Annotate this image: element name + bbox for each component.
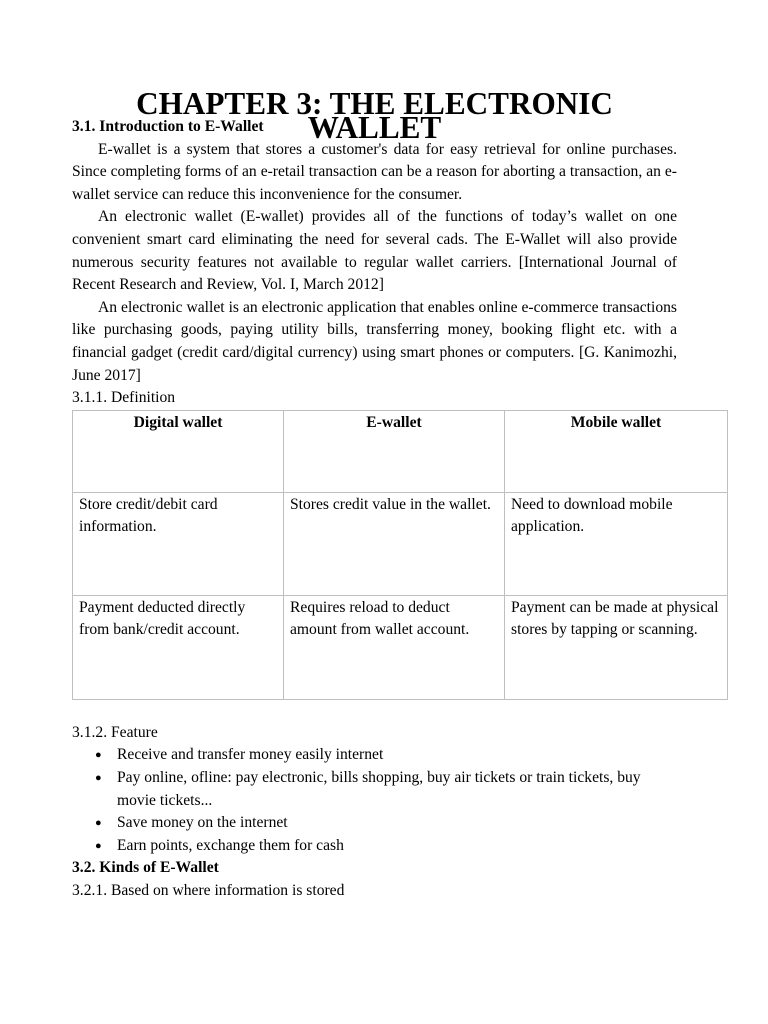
bullet-icon: ● [95, 839, 102, 852]
list-item-text: Save money on the internet [117, 814, 288, 832]
spacer [72, 700, 677, 722]
table-cell: Store credit/debit card information. [73, 492, 284, 595]
bullet-icon: ● [95, 817, 102, 830]
table-cell: Stores credit value in the wallet. [284, 492, 505, 595]
header-digital-wallet: Digital wallet [73, 410, 284, 492]
section-3-2-1-heading: 3.2.1. Based on where information is stored [72, 881, 345, 899]
feature-heading: 3.1.2. Feature [72, 723, 158, 741]
list-item [72, 767, 677, 812]
list-item-text: Pay online, ofline: pay electronic, bills shopping, buy air tickets or train tickets, buy movie tickets... [117, 768, 641, 809]
definition-table-header-row [73, 410, 728, 492]
bullet-icon: ● [95, 771, 102, 784]
table-cell: Payment deducted directly from bank/credit account. [73, 595, 284, 699]
table-cell: Need to download mobile application. [505, 492, 728, 595]
table-row [73, 595, 728, 699]
intro-paragraph-2: An electronic wallet (E-wallet) provides all of the functions of today’s wallet on one convenient smart card eliminating the need for several cads. The E-Wallet will also provide numerous security features not available to regular wallet carriers. [International Journal of Recent Research and Review, Vol. I, March 2012] [72, 208, 677, 294]
table-cell: Requires reload to deduct amount from wallet account. [284, 595, 505, 699]
list-item-text: Earn points, exchange them for cash [117, 836, 344, 854]
table-row [73, 492, 728, 595]
definition-table [72, 410, 728, 700]
section-3-1-heading: 3.1. Introduction to E-Wallet [72, 118, 264, 135]
list-item [72, 744, 677, 767]
header-e-wallet: E-wallet [284, 410, 505, 492]
section-3-2-heading: 3.2. Kinds of E-Wallet [72, 859, 219, 877]
bullet-icon: ● [95, 749, 102, 762]
list-item [72, 835, 677, 858]
header-mobile-wallet: Mobile wallet [505, 410, 728, 492]
list-item-text: Receive and transfer money easily internet [117, 746, 384, 764]
table-cell: Payment can be made at physical stores by tapping or scanning. [505, 595, 728, 699]
feature-list [72, 744, 677, 857]
chapter-title: CHAPTER 3: THE ELECTRONIC WALLET [136, 86, 613, 145]
definition-heading: 3.1.1. Definition [72, 389, 176, 407]
intro-paragraph-1: E-wallet is a system that stores a customer's data for easy retrieval for online purchases. Since completing forms of an e-retail transaction can be a reason for aborting a transaction, an e-wallet service can reduce this inconvenience for the consumer. [72, 140, 677, 203]
list-item [72, 812, 677, 835]
document-page [72, 86, 719, 902]
intro-paragraph-3: An electronic wallet is an electronic application that enables online e-commerce transactions like purchasing goods, paying utility bills, transferring money, booking flight etc. with a financial gadget (credit card/digital currency) using smart phones or computers. [G. Kanimozhi, June 2017] [72, 298, 677, 384]
